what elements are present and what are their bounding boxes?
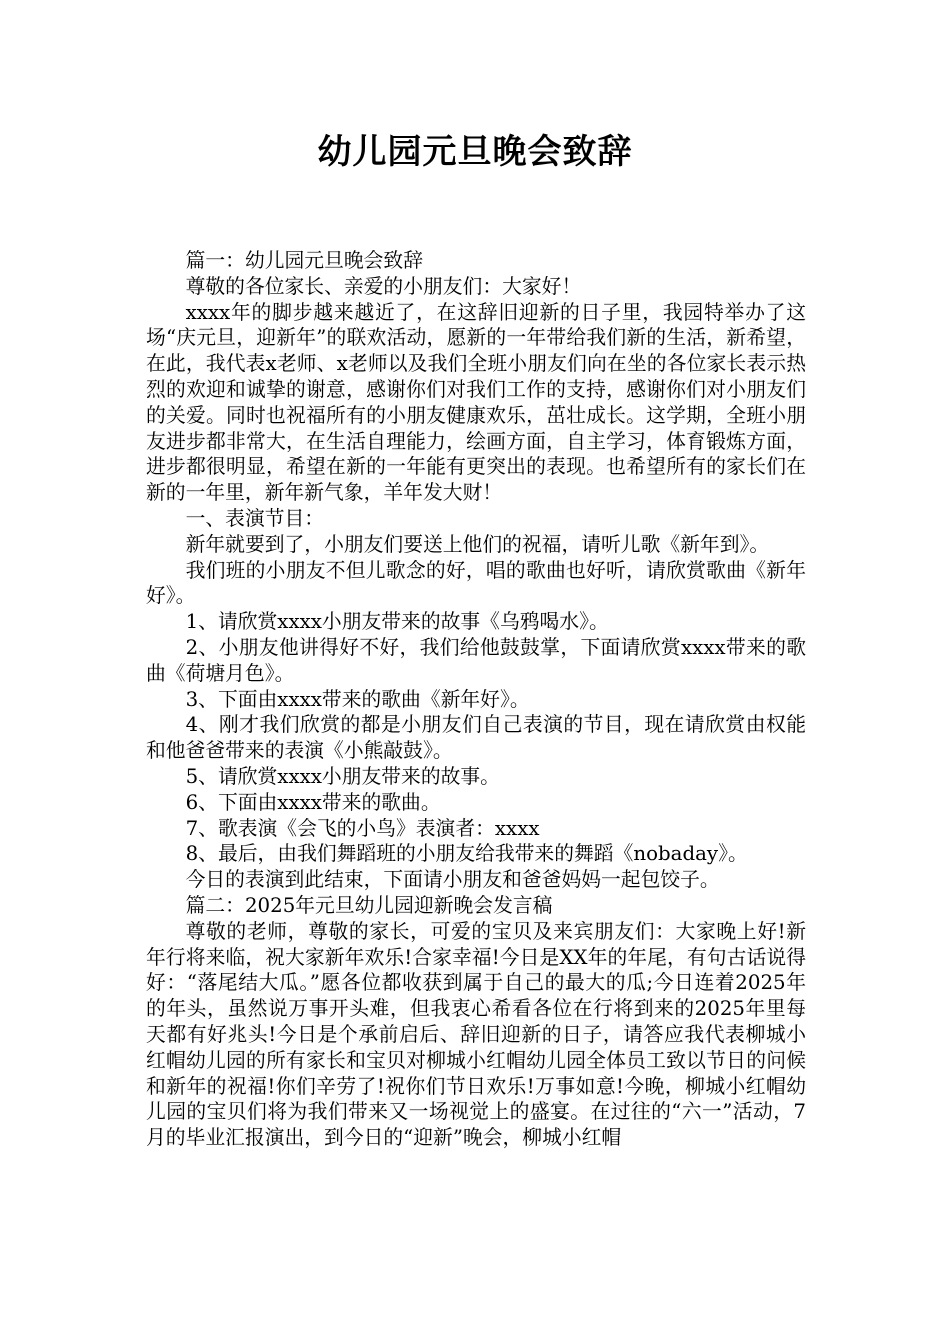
list-item: 5、请欣赏xxxx小朋友带来的故事。: [185, 764, 500, 788]
list-item: 2、小朋友他讲得好不好，我们给他鼓鼓掌，下面请欣赏xxxx带来的歌曲《荷塘月色》。: [146, 635, 806, 685]
list-item: 6、下面由xxxx带来的歌曲。: [185, 790, 441, 814]
list-item: 4、刚才我们欣赏的都是小朋友们自己表演的节目，现在请欣赏由权能和他爸爸带来的表演《小熊敲鼓》。: [146, 713, 806, 763]
paragraph: 我们班的小朋友不但儿歌念的好，唱的歌曲也好听，请欣赏歌曲《新年好》。: [146, 558, 806, 608]
document-title: 幼儿园元旦晚会致辞: [317, 132, 633, 172]
paragraph: 新年就要到了，小朋友们要送上他们的祝福，请听儿歌《新年到》。: [185, 532, 770, 556]
list-item: 8、最后，由我们舞蹈班的小朋友给我带来的舞蹈《nobaday》。: [185, 842, 748, 866]
paragraph: 今日的表演到此结束，下面请小朋友和爸爸妈妈一起包饺子。: [185, 868, 720, 892]
list-item: 7、歌表演《会飞的小鸟》表演者：xxxx: [185, 816, 540, 840]
section-heading: 篇二：2025年元旦幼儿园迎新晚会发言稿: [185, 893, 553, 917]
subheading: 一、表演节目：: [185, 506, 325, 530]
list-item: 3、下面由xxxx带来的歌曲《新年好》。: [185, 687, 530, 711]
document-body: [146, 248, 806, 1151]
paragraph: xxxx年的脚步越来越近了，在这辞旧迎新的日子里，我园特举办了这场“庆元旦，迎新年”的联欢活动，愿新的一年带给我们新的生活，新希望，在此，我代表x老师、x老师以及我们全班小朋友们向在坐的各位家长表示热烈的欢迎和诚挚的谢意，感谢你们对我们工作的支持，感谢你们对小朋友们的关爱。同时也祝福所有的小朋友健康欢乐，茁壮成长。这学期，全班小朋友进步都非常大，在生活自理能力，绘画方面，自主学习，体育锻炼方面，进步都很明显，希望在新的一年能有更突出的表现。也希望所有的家长们在新的一年里，新年新气象，羊年发大财！: [146, 300, 806, 505]
paragraph: 尊敬的老师，尊敬的家长，可爱的宝贝及来宾朋友们：大家晚上好!新年行将来临，祝大家新年欢乐!合家幸福!今日是XX年的年尾，有句古话说得好：“落尾结大瓜。”愿各位都收获到属于自己的最大的瓜;今日连着2025年的年头，虽然说万事开头难，但我衷心希看各位在行将到来的2025年里每天都有好兆头!今日是个承前启后、辞旧迎新的日子，请答应我代表柳城小红帽幼儿园的所有家长和宝贝对柳城小红帽幼儿园全体员工致以节日的问候和新年的祝福!你们辛劳了!祝你们节日欢乐!万事如意!今晚，柳城小红帽幼儿园的宝贝们将为我们带来又一场视觉上的盛宴。在过往的“六一”活动，7月的毕业汇报演出，到今日的“迎新”晚会，柳城小红帽: [146, 919, 806, 1150]
list-item: 1、请欣赏xxxx小朋友带来的故事《乌鸦喝水》。: [185, 610, 609, 634]
section-heading: 篇一：幼儿园元旦晚会致辞: [185, 249, 423, 272]
salutation: 尊敬的各位家长、亲爱的小朋友们：大家好！: [185, 274, 582, 298]
